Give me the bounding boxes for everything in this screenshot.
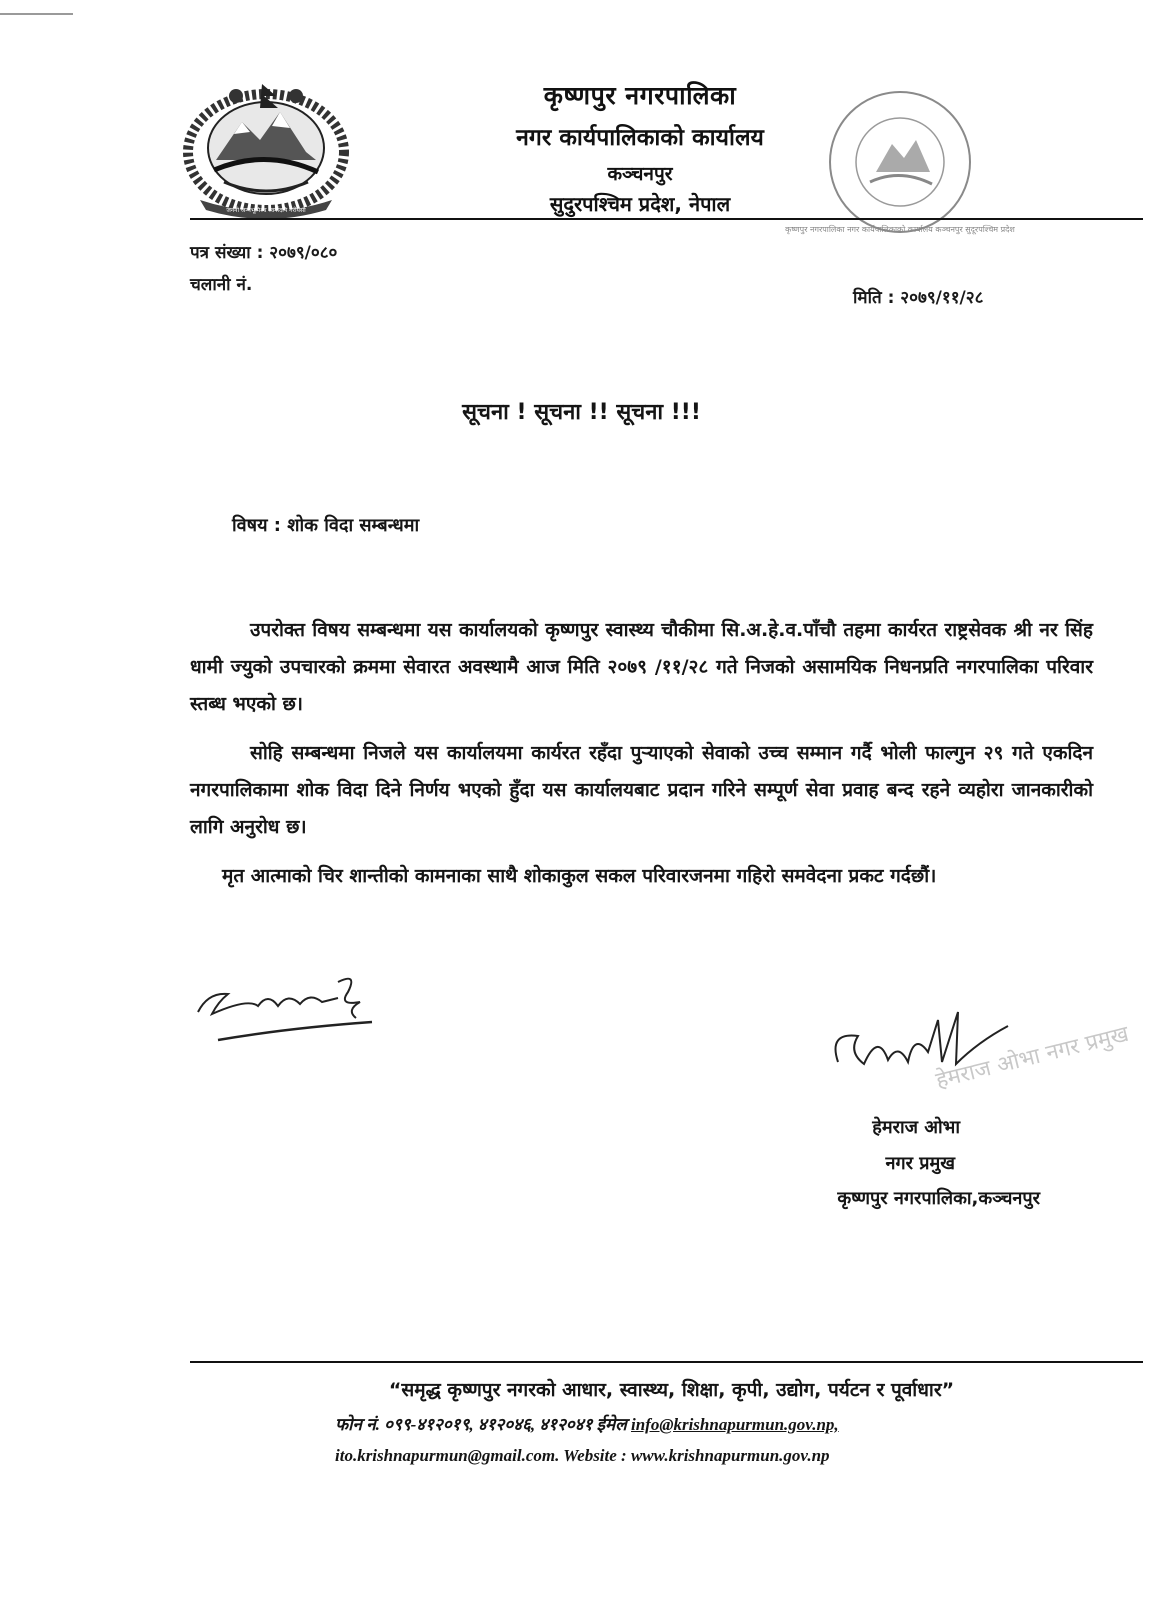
- left-signature-icon: [188, 962, 388, 1052]
- mayor-signature-icon: [818, 992, 1132, 1112]
- footer-email-link[interactable]: info@krishnapurmun.gov.np,: [630, 1415, 839, 1434]
- district-name: कञ्चनपुर: [607, 163, 673, 185]
- footer-contact: [335, 1412, 839, 1435]
- footer-website[interactable]: ito.krishnapurmun@gmail.com. Website : www.krishnapurmun.gov.np: [335, 1446, 830, 1465]
- top-edge-mark: [0, 13, 73, 15]
- signatory-organization: कृष्णपुर नगरपालिका,कञ्चनपुर: [837, 1188, 1040, 1209]
- header-rule: [190, 218, 1143, 220]
- dispatch-number: चलानी नं.: [190, 275, 253, 295]
- notice-subject: विषय : शोक विदा सम्बन्धमा: [232, 515, 420, 536]
- mayor-stamp-text: हेमराज ओभा नगर प्रमुख: [933, 1021, 1132, 1094]
- body-paragraph: मृत आत्माको चिर शान्तीको कामनाका साथै शोकाकुल सकल परिवारजनमा गहिरो समवेदना प्रकट गर्दछौं।: [222, 865, 937, 887]
- province-name: सुदुरपश्चिम प्रदेश, नेपाल: [549, 192, 731, 216]
- footer-phone: फोन नं. ०९९-४१२०१९, ४१२०४६, ४१२०४१ ईमेल: [335, 1415, 627, 1434]
- emblem-motto: जननी जन्मभूमिश्च स्वर्गादपि गरीयसी: [226, 207, 306, 214]
- body-paragraph: उपरोक्त विषय सम्बन्धमा यस कार्यालयको कृष्णपुर स्वास्थ्य चौकीमा सि.अ.हे.व.पाँचौ तहमा कार्यरत राष्ट्रसेवक श्री नर सिंह धामी ज्युको उपचारको क्रममा सेवारत अवस्थामै आज मिति २०७९ /११/२८ गते निजको असामयिक निधनप्रति नगरपालिका परिवार स्तब्ध भएको छ।: [190, 619, 1093, 715]
- nepal-emblem-icon: [180, 82, 352, 216]
- reference-number: पत्र संख्या : २०७९/०८०: [190, 243, 338, 263]
- office-name: कृष्णपुर नगरपालिका: [543, 81, 737, 110]
- office-subtitle: नगर कार्यपालिकाको कार्यालय: [516, 125, 764, 151]
- letter-date: मिति : २०७९/११/२८: [853, 288, 984, 308]
- seal-legend: कृष्णपुर नगरपालिका नगर कार्यपालिकाको कार्यालय कञ्चनपुर सुदूरपश्चिम प्रदेश: [785, 225, 1015, 234]
- signatory-name: हेमराज ओभा: [872, 1117, 960, 1138]
- signatory-post: नगर प्रमुख: [885, 1153, 955, 1174]
- footer-rule: [190, 1361, 1143, 1363]
- footer-slogan: “समृद्ध कृष्णपुर नगरको आधार, स्वास्थ्य, शिक्षा, कृपी, उद्योग, पर्यटन र पूर्वाधार”: [388, 1379, 955, 1401]
- notice-title: सूचना ! सूचना !! सूचना !!!: [462, 400, 701, 425]
- body-paragraph: सोहि सम्बन्धमा निजले यस कार्यालयमा कार्यरत रहँदा पुर्‍याएको सेवाको उच्च सम्मान गर्दै भोली फाल्गुन २९ गते एकदिन नगरपालिकामा शोक विदा दिने निर्णय भएको हुँदा यस कार्यालयबाट प्रदान गरिने सम्पूर्ण सेवा प्रवाह बन्द रहने व्यहोरा जानकारीको लागि अनुरोध छ।: [190, 742, 1093, 838]
